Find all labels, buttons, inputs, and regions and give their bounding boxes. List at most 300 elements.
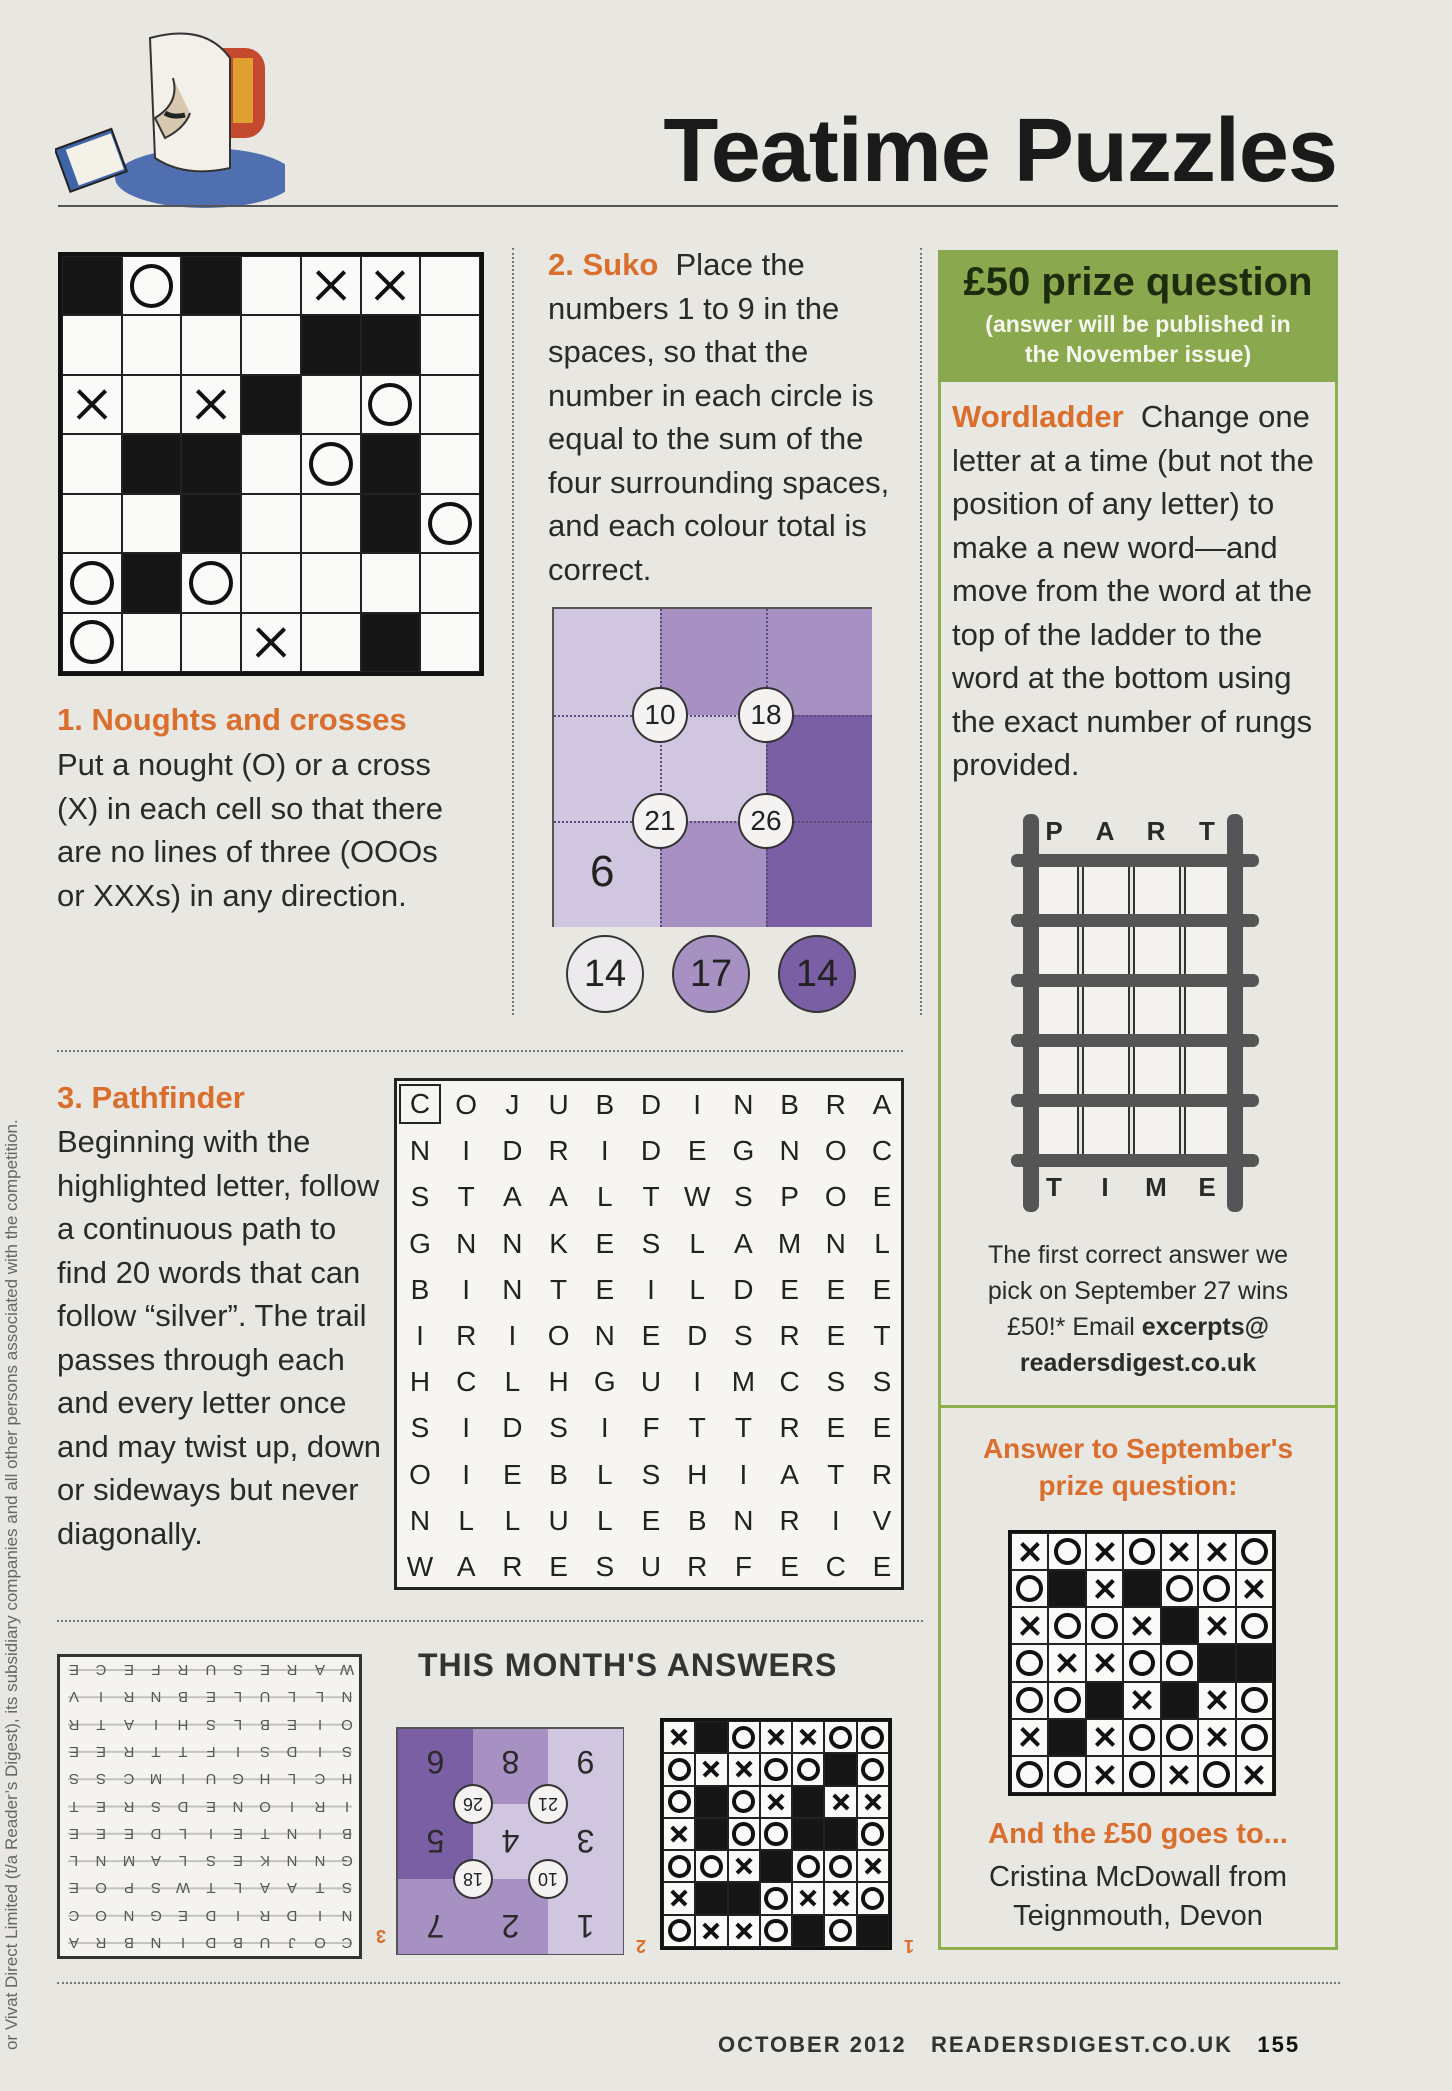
pathfinder-letter: I	[416, 1320, 424, 1351]
nought-icon	[189, 561, 233, 605]
nought-icon	[1203, 1575, 1230, 1602]
nought-icon	[1203, 1761, 1230, 1788]
answer-suko-number: 3	[576, 1823, 595, 1859]
cross-cell	[301, 256, 361, 315]
cross-icon	[1090, 1760, 1118, 1788]
pathfinder-letter: R	[825, 1089, 846, 1120]
pathfinder-letter: I	[831, 1504, 840, 1536]
pathfinder-letter: L	[458, 1504, 474, 1536]
suko-divider	[554, 715, 872, 717]
pathfinder-letter: E	[780, 1273, 799, 1305]
black-cell	[122, 553, 182, 612]
pathfinder-letter: E	[549, 1551, 568, 1582]
nought-cell	[857, 1882, 889, 1914]
pathfinder-letter: L	[874, 1227, 890, 1259]
ladder-blank	[1082, 924, 1130, 976]
answer-pathfinder-letter: W	[176, 1879, 191, 1897]
pathfinder-letter: L	[689, 1273, 705, 1305]
answer-pathfinder-letter: P	[123, 1879, 134, 1897]
nought-cell	[1048, 1756, 1085, 1793]
answer-pathfinder-letter: G	[231, 1770, 244, 1788]
answer-pathfinder-letter: G	[150, 1906, 162, 1924]
black-cell	[792, 1786, 824, 1818]
answer-pathfinder-letter: I	[99, 1688, 104, 1706]
answer-pathfinder-letter: G	[341, 1852, 353, 1870]
answer-pathfinder-letter: H	[259, 1770, 271, 1788]
pathfinder-letter: O	[824, 1181, 847, 1213]
answer-pathfinder-letter: C	[68, 1906, 80, 1924]
pathfinder-letter: S	[734, 1181, 753, 1213]
black-cell	[122, 434, 182, 493]
nought-cell	[760, 1915, 792, 1947]
answer-pathfinder-letter: A	[260, 1879, 271, 1897]
pathfinder-letter: E	[872, 1273, 892, 1305]
answer-pathfinder-letter: R	[68, 1715, 80, 1733]
pathfinder-letter: L	[597, 1504, 613, 1536]
ladder-rung	[1011, 974, 1259, 987]
answer-pathfinder-letter: V	[69, 1688, 80, 1706]
cross-cell	[1086, 1533, 1123, 1570]
black-cell	[301, 315, 361, 374]
cross-icon	[732, 1757, 756, 1781]
nought-icon	[428, 502, 472, 546]
ladder-blank	[1184, 924, 1232, 976]
cross-icon	[667, 1725, 691, 1749]
cross-icon	[796, 1725, 820, 1749]
answer-pathfinder-letter: T	[151, 1742, 161, 1760]
empty-cell	[301, 613, 361, 672]
entry-line-4	[945, 1345, 1331, 1381]
pathfinder-letter: E	[872, 1551, 892, 1582]
pathfinder-letter: M	[777, 1227, 802, 1259]
answers-heading: THIS MONTH'S ANSWERS	[418, 1647, 838, 1683]
answer-noughts-grid	[660, 1718, 892, 1950]
cross-cell	[361, 256, 421, 315]
answer-suko-number: 1	[576, 1908, 595, 1944]
answer-pathfinder-letter: R	[123, 1797, 135, 1815]
black-cell	[857, 1915, 889, 1947]
nought-cell	[1161, 1719, 1198, 1756]
cross-cell	[1086, 1756, 1123, 1793]
answer-label-2: 2	[636, 1936, 647, 1956]
answer-pathfinder-letter: N	[341, 1688, 353, 1706]
answer-pathfinder-letter: E	[69, 1742, 80, 1760]
pathfinder-letter: A	[456, 1551, 476, 1582]
suko-divider	[766, 609, 768, 927]
empty-cell	[301, 375, 361, 434]
answer-pathfinder-letter: N	[150, 1688, 162, 1706]
nought-icon	[1129, 1761, 1156, 1788]
cross-icon	[1203, 1686, 1231, 1714]
pathfinder-letter: A	[549, 1181, 568, 1213]
nought-icon	[70, 561, 114, 605]
pathfinder-start-letter: C	[399, 1084, 441, 1124]
cross-icon	[69, 382, 115, 428]
nought-cell	[792, 1753, 824, 1785]
cross-cell	[1198, 1682, 1235, 1719]
pathfinder-letter: R	[456, 1320, 477, 1351]
suko-divider	[554, 821, 872, 823]
empty-cell	[361, 553, 421, 612]
answer-pathfinder-letter: B	[178, 1688, 189, 1706]
ladder-blank	[1133, 984, 1181, 1036]
pathfinder-letter: O	[824, 1135, 847, 1167]
pathfinder-letter: S	[734, 1320, 753, 1351]
nought-icon	[1129, 1538, 1156, 1565]
nought-icon	[1054, 1538, 1081, 1565]
answer-pathfinder-letter: R	[123, 1742, 135, 1760]
answer-pathfinder-letter: N	[123, 1906, 135, 1924]
cross-icon	[248, 619, 294, 665]
black-cell	[361, 494, 421, 553]
nought-cell	[1086, 1607, 1123, 1644]
black-cell	[1161, 1607, 1198, 1644]
nought-cell	[1011, 1756, 1048, 1793]
suko-clue-circle: 26	[738, 793, 794, 849]
cross-icon	[764, 1725, 788, 1749]
answer-pathfinder-letter: U	[205, 1770, 216, 1788]
answer-pathfinder-letter: D	[205, 1934, 216, 1951]
empty-cell	[420, 375, 480, 434]
nought-cell	[1198, 1570, 1235, 1607]
prize-inner-divider	[941, 1405, 1335, 1408]
nought-icon	[764, 1919, 787, 1942]
pathfinder-letter: H	[548, 1366, 569, 1398]
black-cell	[361, 434, 421, 493]
pathfinder-letter: S	[595, 1551, 615, 1582]
answer-pathfinder-letter: O	[259, 1797, 271, 1815]
cross-icon	[1203, 1723, 1231, 1751]
pathfinder-letter: U	[548, 1504, 569, 1536]
cross-cell	[1198, 1719, 1235, 1756]
black-cell	[824, 1818, 856, 1850]
answer-pathfinder-letter: S	[205, 1852, 216, 1870]
ladder-letter: P	[1045, 816, 1063, 846]
answer-suko-clue: 21	[528, 1784, 568, 1824]
pathfinder-letter: C	[871, 1135, 893, 1167]
nought-icon	[732, 1822, 755, 1845]
suko-divider	[660, 609, 662, 927]
pathfinder-letter: E	[826, 1320, 846, 1351]
answer-pathfinder-letter: U	[259, 1934, 271, 1951]
cross-cell	[857, 1786, 889, 1818]
nought-icon	[861, 1726, 884, 1749]
side-credit	[2, 670, 22, 2050]
nought-icon	[732, 1790, 755, 1813]
cross-icon	[861, 1854, 885, 1878]
answer-pathfinder-letter: D	[286, 1742, 298, 1760]
pathfinder-letter: E	[641, 1504, 661, 1536]
nought-cell	[1236, 1719, 1273, 1756]
email-link-part-1[interactable]: excerpts@	[1141, 1313, 1270, 1341]
answer-pathfinder-letter: R	[177, 1661, 189, 1678]
answer-suko-number: 5	[426, 1823, 445, 1859]
pathfinder-letter: H	[409, 1366, 431, 1398]
cross-cell	[1048, 1644, 1085, 1681]
pathfinder-letter: B	[687, 1504, 707, 1536]
answer-pathfinder-grid	[57, 1654, 362, 1959]
nought-cell	[62, 613, 122, 672]
nought-icon	[861, 1758, 884, 1781]
empty-cell	[122, 613, 182, 672]
pathfinder-letter: A	[872, 1089, 892, 1120]
pathfinder-letter: R	[548, 1135, 569, 1167]
nought-cell	[1048, 1607, 1085, 1644]
pathfinder-grid	[394, 1078, 904, 1590]
answer-pathfinder-letter: S	[342, 1879, 353, 1897]
black-cell	[824, 1753, 856, 1785]
answer-pathfinder-letter: I	[235, 1906, 240, 1924]
pathfinder-letter: T	[734, 1412, 752, 1444]
ladder-letter: T	[1046, 1172, 1062, 1202]
nought-cell	[695, 1850, 727, 1882]
pathfinder-letter: E	[641, 1320, 661, 1351]
black-cell	[792, 1915, 824, 1947]
answer-heading: Answer to September's prize question:	[982, 1433, 1294, 1501]
pathfinder-letter: L	[689, 1227, 705, 1259]
suko-clue-circle: 21	[632, 793, 688, 849]
answer-suko-number: 7	[426, 1908, 445, 1944]
black-cell	[760, 1850, 792, 1882]
noughts-heading: 1. Noughts and crosses	[57, 702, 407, 737]
answer-pathfinder-letter: L	[233, 1879, 242, 1897]
answer-pathfinder-letter: C	[123, 1770, 135, 1788]
cross-cell	[1011, 1719, 1048, 1756]
winner-text	[945, 1858, 1331, 1936]
answer-pathfinder-letter: B	[342, 1824, 353, 1842]
nought-cell	[1123, 1756, 1160, 1793]
cross-cell	[792, 1882, 824, 1914]
nought-icon	[668, 1855, 691, 1878]
empty-cell	[62, 315, 122, 374]
pathfinder-letter: S	[641, 1227, 661, 1259]
cross-cell	[62, 375, 122, 434]
nought-cell	[792, 1850, 824, 1882]
answer-pathfinder-letter: H	[177, 1715, 189, 1733]
pathfinder-letter: D	[640, 1089, 662, 1120]
answer-suko-grid	[396, 1727, 624, 1955]
pathfinder-letter: S	[549, 1412, 568, 1444]
nought-cell	[1123, 1644, 1160, 1681]
answer-path-lines	[60, 1657, 360, 1957]
answer-pathfinder-letter: C	[95, 1661, 107, 1678]
nought-icon	[797, 1758, 820, 1781]
empty-cell	[122, 315, 182, 374]
pathfinder-letter: E	[595, 1273, 615, 1305]
black-cell	[361, 315, 421, 374]
answer-pathfinder-letter: N	[286, 1824, 298, 1842]
ladder-blank	[1133, 864, 1181, 916]
cross-icon	[1128, 1686, 1156, 1714]
nought-cell	[1011, 1682, 1048, 1719]
answer-pathfinder-letter: B	[260, 1715, 271, 1733]
cross-cell	[728, 1915, 760, 1947]
cross-icon	[1090, 1538, 1118, 1566]
cross-icon	[861, 1790, 885, 1814]
black-cell	[181, 494, 241, 553]
prize-subtitle: (answer will be published in the November issue)	[985, 311, 1291, 367]
pathfinder-letter: O	[547, 1320, 570, 1351]
answer-pathfinder-letter: E	[123, 1661, 134, 1678]
divider-vertical-1	[512, 248, 514, 1015]
pathfinder-letter: E	[826, 1273, 846, 1305]
ladder-blank	[1082, 1044, 1130, 1096]
answer-pathfinder-letter: I	[290, 1797, 295, 1815]
cross-cell	[857, 1850, 889, 1882]
ladder-rung	[1011, 914, 1259, 927]
pathfinder-letter: C	[456, 1366, 477, 1398]
pathfinder-letter: O	[409, 1458, 431, 1490]
pathfinder-letter: N	[733, 1089, 754, 1120]
pathfinder-letter: C	[825, 1551, 846, 1582]
nought-cell	[1048, 1682, 1085, 1719]
pathfinder-letter: E	[595, 1227, 615, 1259]
nought-cell	[663, 1786, 695, 1818]
pathfinder-letter: I	[462, 1412, 471, 1444]
pathfinder-letter: D	[502, 1135, 523, 1167]
ladder-blank	[1184, 864, 1232, 916]
answer-pathfinder-letter: I	[344, 1797, 350, 1815]
cross-icon	[1165, 1760, 1193, 1788]
answer-pathfinder-letter: E	[69, 1661, 80, 1678]
answer-pathfinder-letter: E	[69, 1879, 80, 1897]
entry-line-1: The first correct answer we	[987, 1241, 1289, 1269]
answer-label-3: 3	[376, 1926, 387, 1946]
nought-icon	[1054, 1761, 1081, 1788]
nought-cell	[824, 1850, 856, 1882]
pathfinder-letter: H	[687, 1458, 708, 1490]
empty-cell	[420, 553, 480, 612]
empty-cell	[301, 553, 361, 612]
pathfinder-letter: V	[872, 1504, 892, 1536]
nought-icon	[797, 1855, 820, 1878]
answer-pathfinder-letter: L	[315, 1688, 324, 1706]
nought-icon	[700, 1855, 723, 1878]
cross-icon	[1090, 1575, 1118, 1603]
pathfinder-letter: E	[872, 1412, 892, 1444]
ladder-top-word	[1029, 814, 1233, 852]
black-cell	[695, 1818, 727, 1850]
wordladder-text	[952, 395, 1330, 787]
pathfinder-letter: T	[642, 1181, 660, 1213]
pathfinder-letter: D	[687, 1320, 708, 1351]
pathfinder-heading: 3. Pathfinder	[57, 1080, 245, 1115]
footer-issue: OCTOBER 2012	[718, 2032, 907, 2057]
cross-icon	[1053, 1649, 1081, 1677]
black-cell	[695, 1786, 727, 1818]
nought-cell	[1198, 1756, 1235, 1793]
suko-total-circle: 17	[672, 935, 750, 1013]
black-cell	[241, 375, 301, 434]
pathfinder-letter: D	[640, 1135, 662, 1167]
answer-pathfinder-letter: I	[181, 1934, 186, 1951]
answer-pathfinder-letter: L	[179, 1852, 188, 1870]
side-credit-text: or Vivat Direct Limited (t/a Reader’s Digest), its subsidiary companies and all other persons associated with the competition.	[2, 1119, 21, 2050]
answer-pathfinder-letter: I	[181, 1770, 186, 1788]
nought-icon	[1016, 1575, 1043, 1602]
page-title: Teatime Puzzles	[663, 101, 1337, 201]
winner-line-2: Teignmouth, Devon	[1013, 1900, 1263, 1932]
header-rule	[58, 205, 1338, 207]
nought-cell	[62, 553, 122, 612]
pathfinder-letter: R	[779, 1504, 800, 1536]
answer-pathfinder-letter: L	[288, 1688, 297, 1706]
cross-icon	[1203, 1538, 1231, 1566]
answer-pathfinder-letter: S	[150, 1797, 161, 1815]
answer-pathfinder-letter: R	[259, 1906, 271, 1924]
answer-pathfinder-letter: I	[153, 1715, 158, 1733]
nought-cell	[420, 494, 480, 553]
pathfinder-letter: T	[688, 1412, 706, 1444]
cross-cell	[1236, 1570, 1273, 1607]
answer-pathfinder-letter: C	[341, 1934, 353, 1951]
suko-grid	[552, 607, 872, 927]
nought-cell	[857, 1753, 889, 1785]
ladder-blank	[1133, 924, 1181, 976]
cross-icon	[1016, 1612, 1044, 1640]
answer-pathfinder-letter: S	[232, 1661, 243, 1678]
nought-icon	[829, 1919, 852, 1942]
black-cell	[695, 1882, 727, 1914]
pathfinder-letter: N	[502, 1273, 523, 1305]
nought-icon	[1241, 1724, 1268, 1751]
nought-cell	[857, 1818, 889, 1850]
pathfinder-letter: I	[600, 1135, 609, 1167]
pathfinder-letter: U	[640, 1551, 662, 1582]
ladder-letter: E	[1198, 1172, 1216, 1202]
answer-pathfinder-letter: O	[341, 1715, 353, 1733]
ladder-rung	[1011, 1094, 1259, 1107]
answer-pathfinder-letter: O	[313, 1934, 326, 1951]
suko-total-circle: 14	[778, 935, 856, 1013]
divider-horizontal-3	[57, 1982, 1340, 1984]
nought-cell	[1011, 1644, 1048, 1681]
answer-pathfinder-letter: S	[260, 1742, 271, 1760]
nought-cell	[760, 1818, 792, 1850]
page-number: 155	[1257, 2032, 1301, 2057]
suko-totals	[566, 935, 896, 1017]
cross-icon	[732, 1854, 756, 1878]
nought-cell	[728, 1786, 760, 1818]
empty-cell	[241, 434, 301, 493]
prize-header	[938, 250, 1338, 382]
nought-icon	[829, 1855, 852, 1878]
winner-line-1: Cristina McDowall from	[988, 1861, 1288, 1893]
cross-cell	[663, 1818, 695, 1850]
cross-cell	[728, 1850, 760, 1882]
answer-label-1: 1	[904, 1936, 915, 1956]
answer-pathfinder-letter: S	[342, 1742, 353, 1760]
nought-cell	[122, 256, 182, 315]
nought-icon	[368, 383, 412, 427]
pathfinder-letter: R	[779, 1412, 800, 1444]
pathfinder-letter: E	[826, 1412, 846, 1444]
cross-cell	[1011, 1607, 1048, 1644]
answer-suko-number: 9	[576, 1744, 595, 1780]
answer-pathfinder-letter: N	[286, 1852, 298, 1870]
answer-suko-number: 8	[501, 1744, 520, 1780]
nought-icon	[1054, 1613, 1081, 1640]
answer-pathfinder-letter: U	[205, 1661, 216, 1678]
pathfinder-letter: T	[457, 1181, 475, 1213]
pathfinder-letter: W	[406, 1551, 434, 1582]
answer-pathfinder-letter: F	[205, 1742, 216, 1760]
email-link-part-2[interactable]: readersdigest.co.uk	[1019, 1349, 1257, 1377]
ladder-bottom-word	[1029, 1170, 1233, 1208]
pathfinder-letter: R	[687, 1551, 708, 1582]
nought-icon	[1016, 1650, 1043, 1677]
cross-cell	[241, 613, 301, 672]
